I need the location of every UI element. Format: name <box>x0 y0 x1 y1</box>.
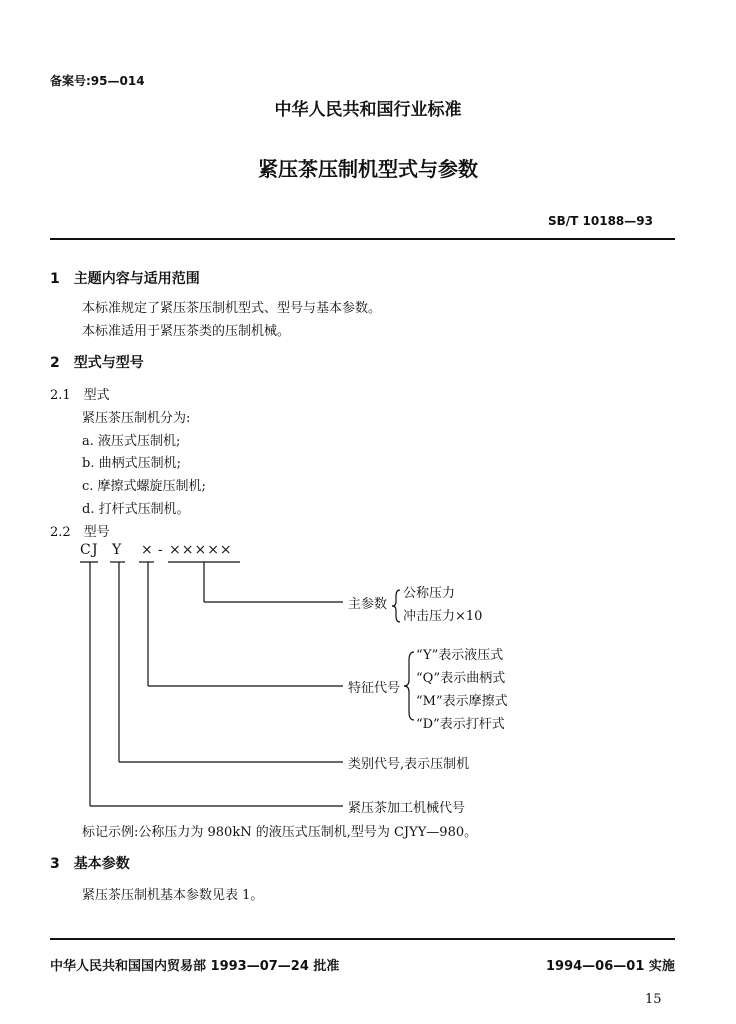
feature-code-option-y: “Y”表示液压式 <box>416 648 504 663</box>
footer-divider <box>50 938 675 940</box>
category-code-label: 类别代号,表示压制机 <box>348 757 470 772</box>
code-letter-y: Y <box>112 542 122 558</box>
main-param-label: 主参数 <box>348 597 388 612</box>
machine-code-label: 紧压茶加工机械代号 <box>348 801 466 816</box>
record-number: 备案号:95—014 <box>50 74 145 88</box>
approval-info: 中华人民共和国国内贸易部 1993—07—24 批准 <box>50 959 340 974</box>
section-3-text: 紧压茶压制机基本参数见表 1。 <box>82 888 264 903</box>
document-title: 紧压茶压制机型式与参数 <box>258 157 478 181</box>
page-number: 15 <box>645 992 662 1007</box>
code-feature-x: × <box>141 542 153 558</box>
type-item-b: b. 曲柄式压制机; <box>82 456 181 471</box>
section-1-line-1: 本标准规定了紧压茶压制机型式、型号与基本参数。 <box>82 301 382 316</box>
type-item-d: d. 打杆式压制机。 <box>82 502 190 517</box>
code-main-param: ××××× <box>169 542 233 558</box>
section-3-heading: 3 基本参数 <box>50 856 130 872</box>
type-item-c: c. 摩擦式螺旋压制机; <box>82 479 206 494</box>
effective-date: 1994—06—01 实施 <box>546 959 675 974</box>
feature-code-option-d: “D”表示打杆式 <box>416 717 505 732</box>
type-item-a: a. 液压式压制机; <box>82 434 181 449</box>
marking-example: 标记示例:公称压力为 980kN 的液压式压制机,型号为 CJYY—980。 <box>82 825 478 840</box>
standard-number: SB/T 10188—93 <box>548 214 653 228</box>
section-2-2-heading: 2.2 型号 <box>50 525 110 540</box>
feature-code-label: 特征代号 <box>348 681 401 696</box>
section-2-heading: 2 型式与型号 <box>50 355 144 371</box>
code-letter-j: J <box>92 542 98 558</box>
code-letter-c: C <box>80 542 91 558</box>
feature-code-option-q: “Q”表示曲柄式 <box>416 671 506 686</box>
section-1-line-2: 本标准适用于紧压茶类的压制机械。 <box>82 324 291 339</box>
main-param-option-1: 公称压力 <box>403 586 456 601</box>
types-intro: 紧压茶压制机分为: <box>82 411 191 426</box>
main-param-option-2: 冲击压力×10 <box>403 609 483 624</box>
code-dash: - <box>158 542 163 558</box>
feature-code-option-m: “M”表示摩擦式 <box>416 694 508 709</box>
section-1-heading: 1 主题内容与适用范围 <box>50 271 200 287</box>
standard-category: 中华人民共和国行业标准 <box>274 100 462 120</box>
section-2-1-heading: 2.1 型式 <box>50 388 110 403</box>
